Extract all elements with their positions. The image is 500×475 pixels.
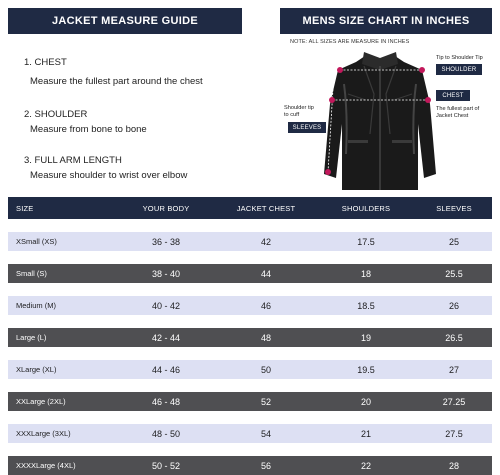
chest-note: The fullest part of Jacket Chest (436, 106, 480, 119)
header-shoulders: SHOULDERS (341, 203, 391, 213)
table-row (8, 392, 492, 411)
sleeves-note: Shoulder tip to cuff (284, 105, 314, 118)
cell-shoulders: 22 (360, 460, 371, 471)
step-arm-desc: Measure shoulder to wrist over elbow (30, 170, 188, 181)
cell-shoulders: 18.5 (357, 300, 375, 311)
step-chest-title: 1. CHEST (24, 57, 67, 68)
size-chart-table (8, 197, 492, 475)
table-header (8, 197, 492, 219)
sleeves-label: SLEEVES (288, 122, 326, 133)
step-arm-title: 3. FULL ARM LENGTH (24, 155, 122, 166)
cell-size: XXXLarge (3XL) (16, 429, 71, 438)
leather-jacket-image (318, 44, 442, 198)
cell-chest: 52 (260, 396, 271, 407)
cell-chest: 48 (260, 332, 271, 343)
table-row (8, 424, 492, 443)
header-your-body: YOUR BODY (142, 203, 190, 213)
cell-body: 46 - 48 (151, 396, 181, 407)
cell-size: XXLarge (2XL) (16, 397, 66, 406)
cell-shoulders: 21 (360, 428, 371, 439)
step-chest-desc: Measure the fullest part around the chest (30, 76, 203, 87)
cell-sleeves: 25.5 (445, 268, 463, 279)
guide-title: JACKET MEASURE GUIDE (52, 15, 198, 27)
guide-title-banner (8, 8, 242, 34)
cell-sleeves: 26 (448, 300, 459, 311)
table-row (8, 360, 492, 379)
cell-chest: 54 (260, 428, 271, 439)
cell-body: 38 - 40 (151, 268, 181, 279)
header-sleeves: SLEEVES (436, 203, 472, 213)
cell-size: XSmall (XS) (16, 237, 57, 246)
cell-size: XXXXLarge (4XL) (16, 461, 76, 470)
chart-title-banner (280, 8, 492, 34)
cell-size: XLarge (XL) (16, 365, 57, 374)
cell-sleeves: 27 (448, 364, 459, 375)
table-row (8, 232, 492, 251)
step-shoulder-title: 2. SHOULDER (24, 109, 88, 120)
cell-shoulders: 18 (360, 268, 371, 279)
step-shoulder-desc: Measure from bone to bone (30, 124, 147, 135)
shoulder-label: SHOULDER (436, 64, 482, 75)
cell-body: 44 - 46 (151, 364, 181, 375)
table-row (8, 296, 492, 315)
cell-sleeves: 25 (448, 236, 459, 247)
cell-body: 48 - 50 (151, 428, 181, 439)
inches-note: NOTE: ALL SIZES ARE MEASURE IN INCHES (290, 39, 410, 45)
cell-sleeves: 27.5 (445, 428, 463, 439)
chart-title: MENS SIZE CHART IN INCHES (302, 15, 470, 27)
cell-chest: 44 (260, 268, 271, 279)
cell-body: 36 - 38 (151, 236, 181, 247)
cell-sleeves: 28 (448, 460, 459, 471)
cell-size: Large (L) (16, 333, 47, 342)
cell-size: Medium (M) (16, 301, 57, 310)
cell-chest: 50 (260, 364, 271, 375)
cell-size: Small (S) (16, 269, 47, 278)
cell-body: 50 - 52 (151, 460, 181, 471)
table-row (8, 264, 492, 283)
cell-shoulders: 19.5 (357, 364, 375, 375)
header-size: SIZE (16, 203, 34, 213)
cell-shoulders: 20 (360, 396, 371, 407)
shoulder-tip-note: Tip to Shoulder Tip (436, 55, 483, 61)
cell-chest: 46 (260, 300, 271, 311)
cell-body: 42 - 44 (151, 332, 181, 343)
chest-label: CHEST (436, 90, 470, 101)
cell-sleeves: 26.5 (445, 332, 463, 343)
table-row (8, 328, 492, 347)
cell-chest: 56 (260, 460, 271, 471)
cell-shoulders: 17.5 (357, 236, 375, 247)
cell-chest: 42 (260, 236, 271, 247)
header-jacket-chest: JACKET CHEST (236, 203, 296, 213)
cell-shoulders: 19 (360, 332, 371, 343)
table-row (8, 456, 492, 475)
cell-sleeves: 27.25 (442, 396, 466, 407)
cell-body: 40 - 42 (151, 300, 181, 311)
